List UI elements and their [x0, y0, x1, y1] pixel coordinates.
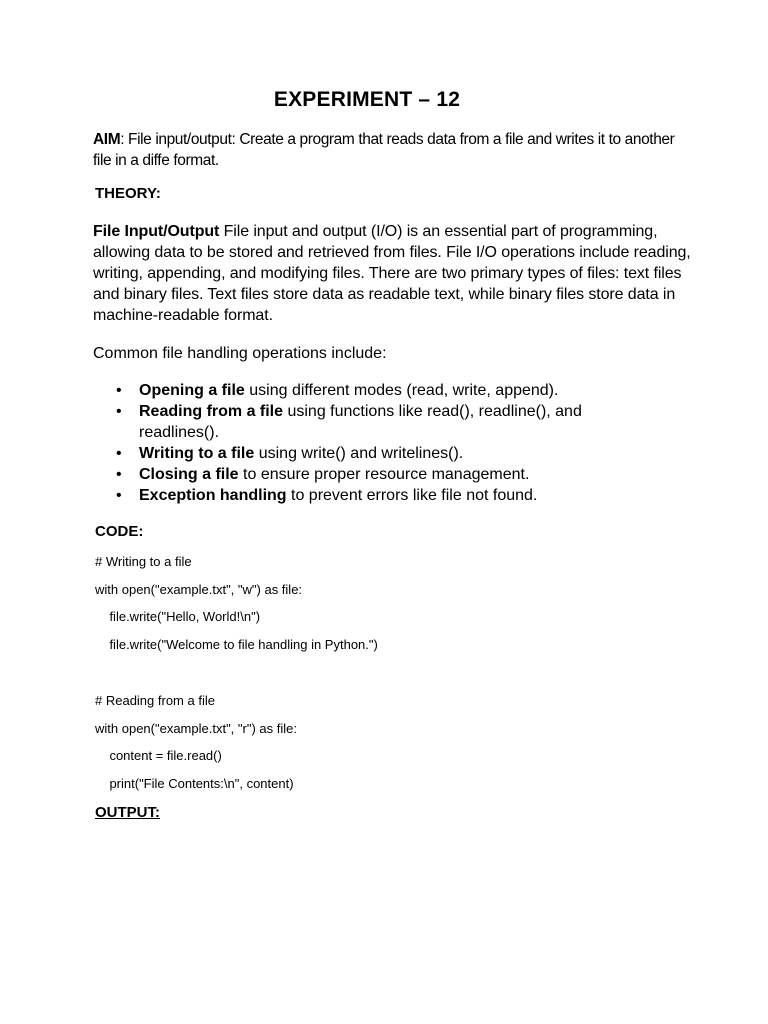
- theory-heading: THEORY:: [95, 185, 161, 202]
- code-line: print("File Contents:\n", content): [95, 776, 294, 791]
- bullet-icon: •: [116, 403, 122, 420]
- page-title: EXPERIMENT – 12: [273, 88, 461, 111]
- code-line: content = file.read(): [95, 748, 222, 763]
- theory-paragraph: [93, 221, 693, 326]
- operation-description: using functions like read(), readline(), and readlines().: [139, 403, 582, 441]
- operation-description: to ensure proper resource management.: [238, 466, 530, 483]
- bullet-icon: •: [116, 445, 122, 462]
- aim-label: AIM: [93, 131, 121, 148]
- bullet-icon: •: [116, 466, 122, 483]
- bullet-icon: •: [116, 382, 122, 399]
- code-line: file.write("Welcome to file handling in Python."): [95, 637, 378, 652]
- operation-name: Reading from a file: [139, 403, 284, 420]
- code-heading: CODE:: [95, 523, 144, 540]
- operation-description: using different modes (read, write, append).: [244, 382, 559, 399]
- operation-name: Opening a file: [139, 382, 245, 399]
- code-line: # Reading from a file: [95, 693, 215, 708]
- code-line: file.write("Hello, World!\n"): [95, 609, 261, 624]
- list-item: [116, 401, 636, 443]
- theory-text: File input and output (I/O) is an essential part of programming, allowing data to be stored and retrieved from files. File I/O operations include reading, writing, appending, and modifying files. There are two primary types of files: text files and binary files. Text files store data as readable text, while binary files store data in machine-readable format.: [93, 223, 691, 324]
- aim-paragraph: [93, 129, 693, 171]
- list-item: [116, 485, 636, 506]
- operation-name: Exception handling: [139, 487, 287, 504]
- output-heading: OUTPUT:: [95, 804, 160, 821]
- common-ops-intro: Common file handling operations include:: [93, 345, 387, 362]
- bullet-icon: •: [116, 487, 122, 504]
- operations-list: [116, 380, 636, 506]
- code-line: # Writing to a file: [95, 554, 192, 569]
- operation-description: to prevent errors like file not found.: [286, 487, 538, 504]
- aim-text: : File input/output: Create a program that reads data from a file and writes it to another file in a diffe format.: [93, 131, 675, 169]
- list-item: [116, 464, 636, 485]
- list-item: [116, 380, 636, 401]
- list-item: [116, 443, 636, 464]
- operation-description: using write() and writelines().: [254, 445, 464, 462]
- operation-name: Closing a file: [139, 466, 239, 483]
- code-line: with open("example.txt", "r") as file:: [95, 721, 297, 736]
- operation-name: Writing to a file: [139, 445, 255, 462]
- theory-lead: File Input/Output: [93, 223, 220, 240]
- code-line: with open("example.txt", "w") as file:: [95, 582, 303, 597]
